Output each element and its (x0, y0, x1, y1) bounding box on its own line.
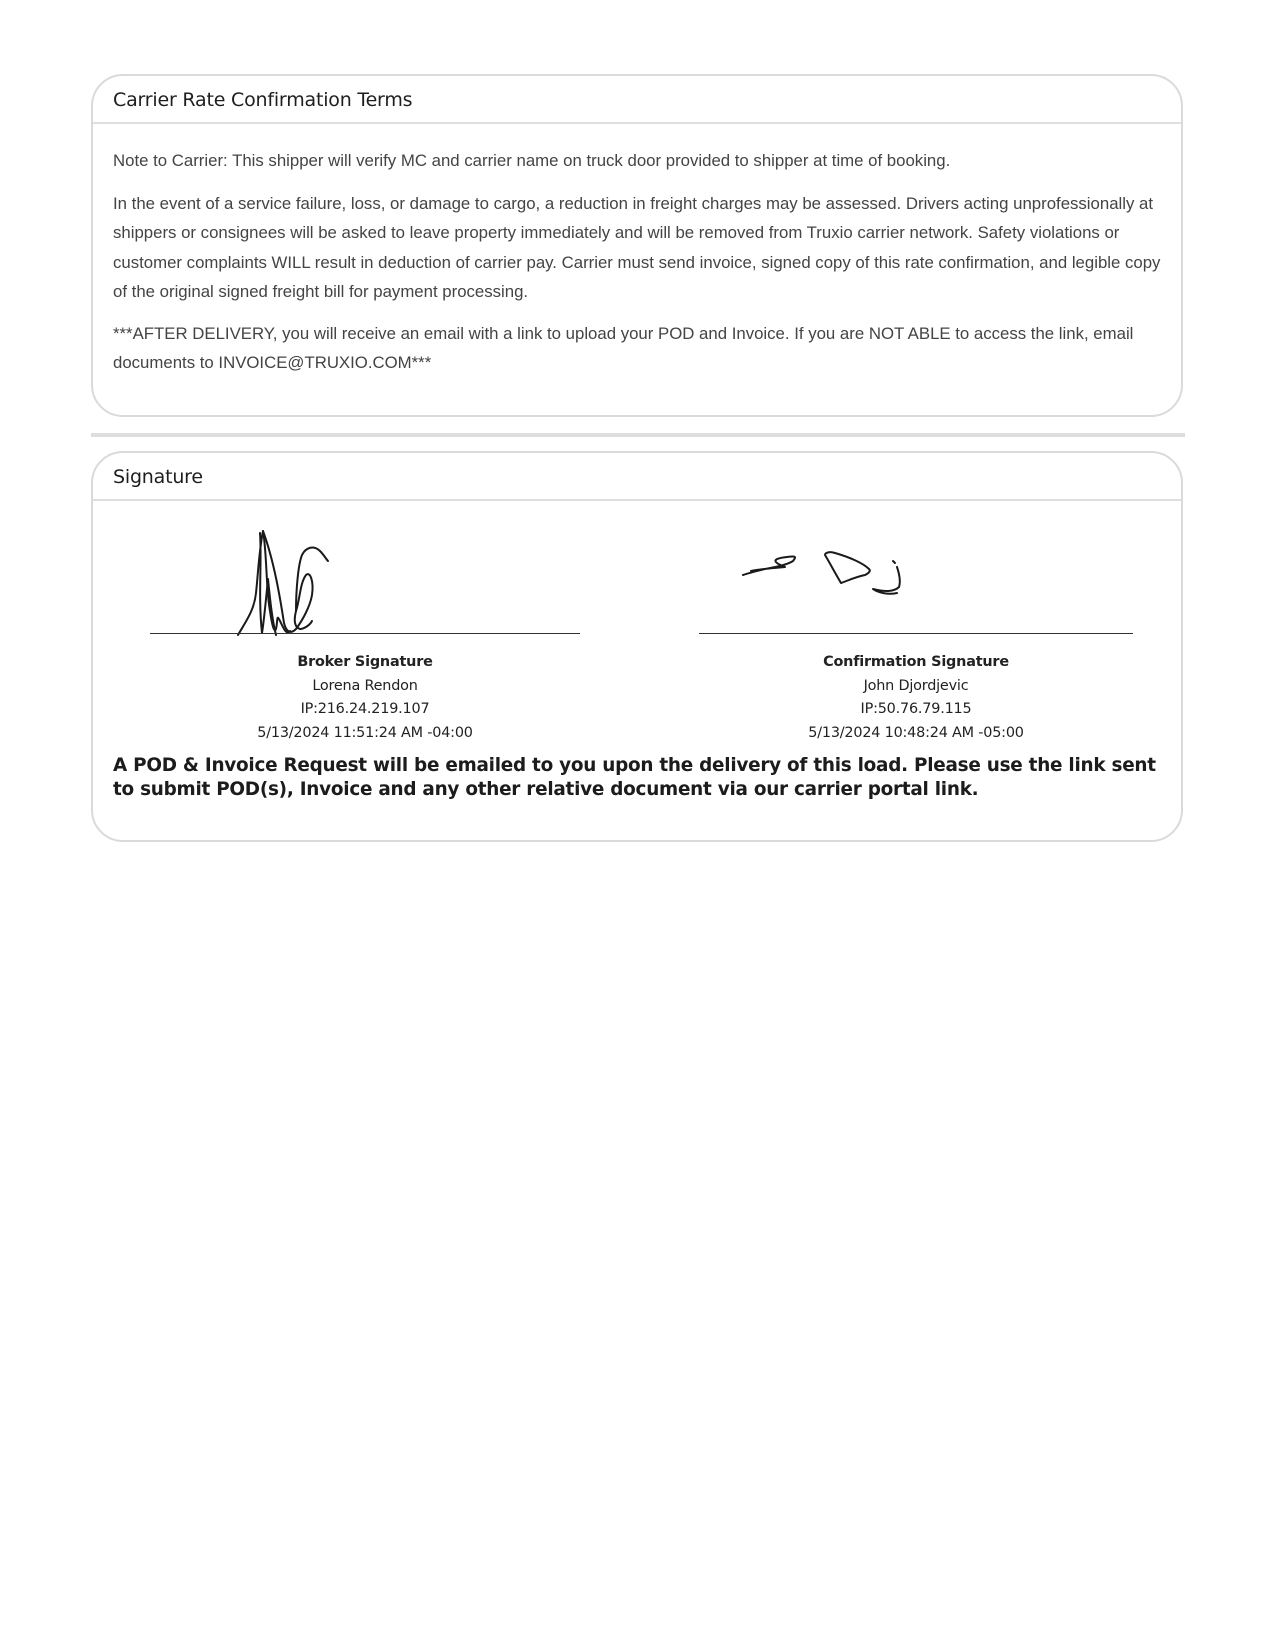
confirmation-signature-details (699, 651, 1133, 745)
confirmation-signature-label: Confirmation Signature (823, 654, 1009, 670)
confirmation-name: John Djordjevic (863, 677, 969, 694)
broker-signature-label: Broker Signature (297, 654, 433, 670)
confirmation-ip: IP:50.76.79.115 (860, 701, 972, 717)
broker-timestamp: 5/13/2024 11:51:24 AM -04:00 (257, 724, 473, 741)
signature-card (91, 451, 1183, 842)
confirmation-timestamp: 5/13/2024 10:48:24 AM -05:00 (808, 724, 1024, 741)
terms-body (93, 124, 1181, 378)
broker-signature-line (150, 633, 580, 634)
terms-paragraph-service-failure: In the event of a service failure, loss, or damage to cargo, a reduction in freight charges may be assessed. Drivers acting unprofessionally at shippers or consignees will be asked to leave property immediately and will be removed from Truxio carrier network. Safety violations or customer complaints WILL result in deduction of carrier pay. Carrier must send invoice, signed copy of this rate confirmation, and legible copy of the original signed freight bill for payment processing. (113, 193, 1161, 301)
pod-invoice-notice: A POD & Invoice Request will be emailed to you upon the delivery of this load. Please use the link sent to submit POD(s), Invoice and any other relative document via our carrier portal link. (113, 755, 1156, 800)
signature-title: Signature (93, 453, 1181, 501)
confirmation-signature-line (699, 633, 1133, 634)
rate-confirmation-terms-card (91, 74, 1183, 417)
section-divider (91, 433, 1185, 437)
broker-signature-image (150, 501, 580, 641)
terms-paragraph-after-delivery: ***AFTER DELIVERY, you will receive an email with a link to upload your POD and Invoice. If you are NOT ABLE to access the link, email documents to INVOICE@TRUXIO.COM*** (113, 323, 1134, 372)
signature-area (93, 501, 1181, 838)
confirmation-signature-image (699, 501, 1133, 641)
terms-paragraph-note: Note to Carrier: This shipper will verify MC and carrier name on truck door provided to shipper at time of booking. (113, 151, 951, 170)
terms-title: Carrier Rate Confirmation Terms (93, 76, 1181, 124)
broker-ip: IP:216.24.219.107 (300, 701, 430, 717)
broker-signature-details (150, 651, 580, 745)
broker-name: Lorena Rendon (312, 677, 418, 694)
